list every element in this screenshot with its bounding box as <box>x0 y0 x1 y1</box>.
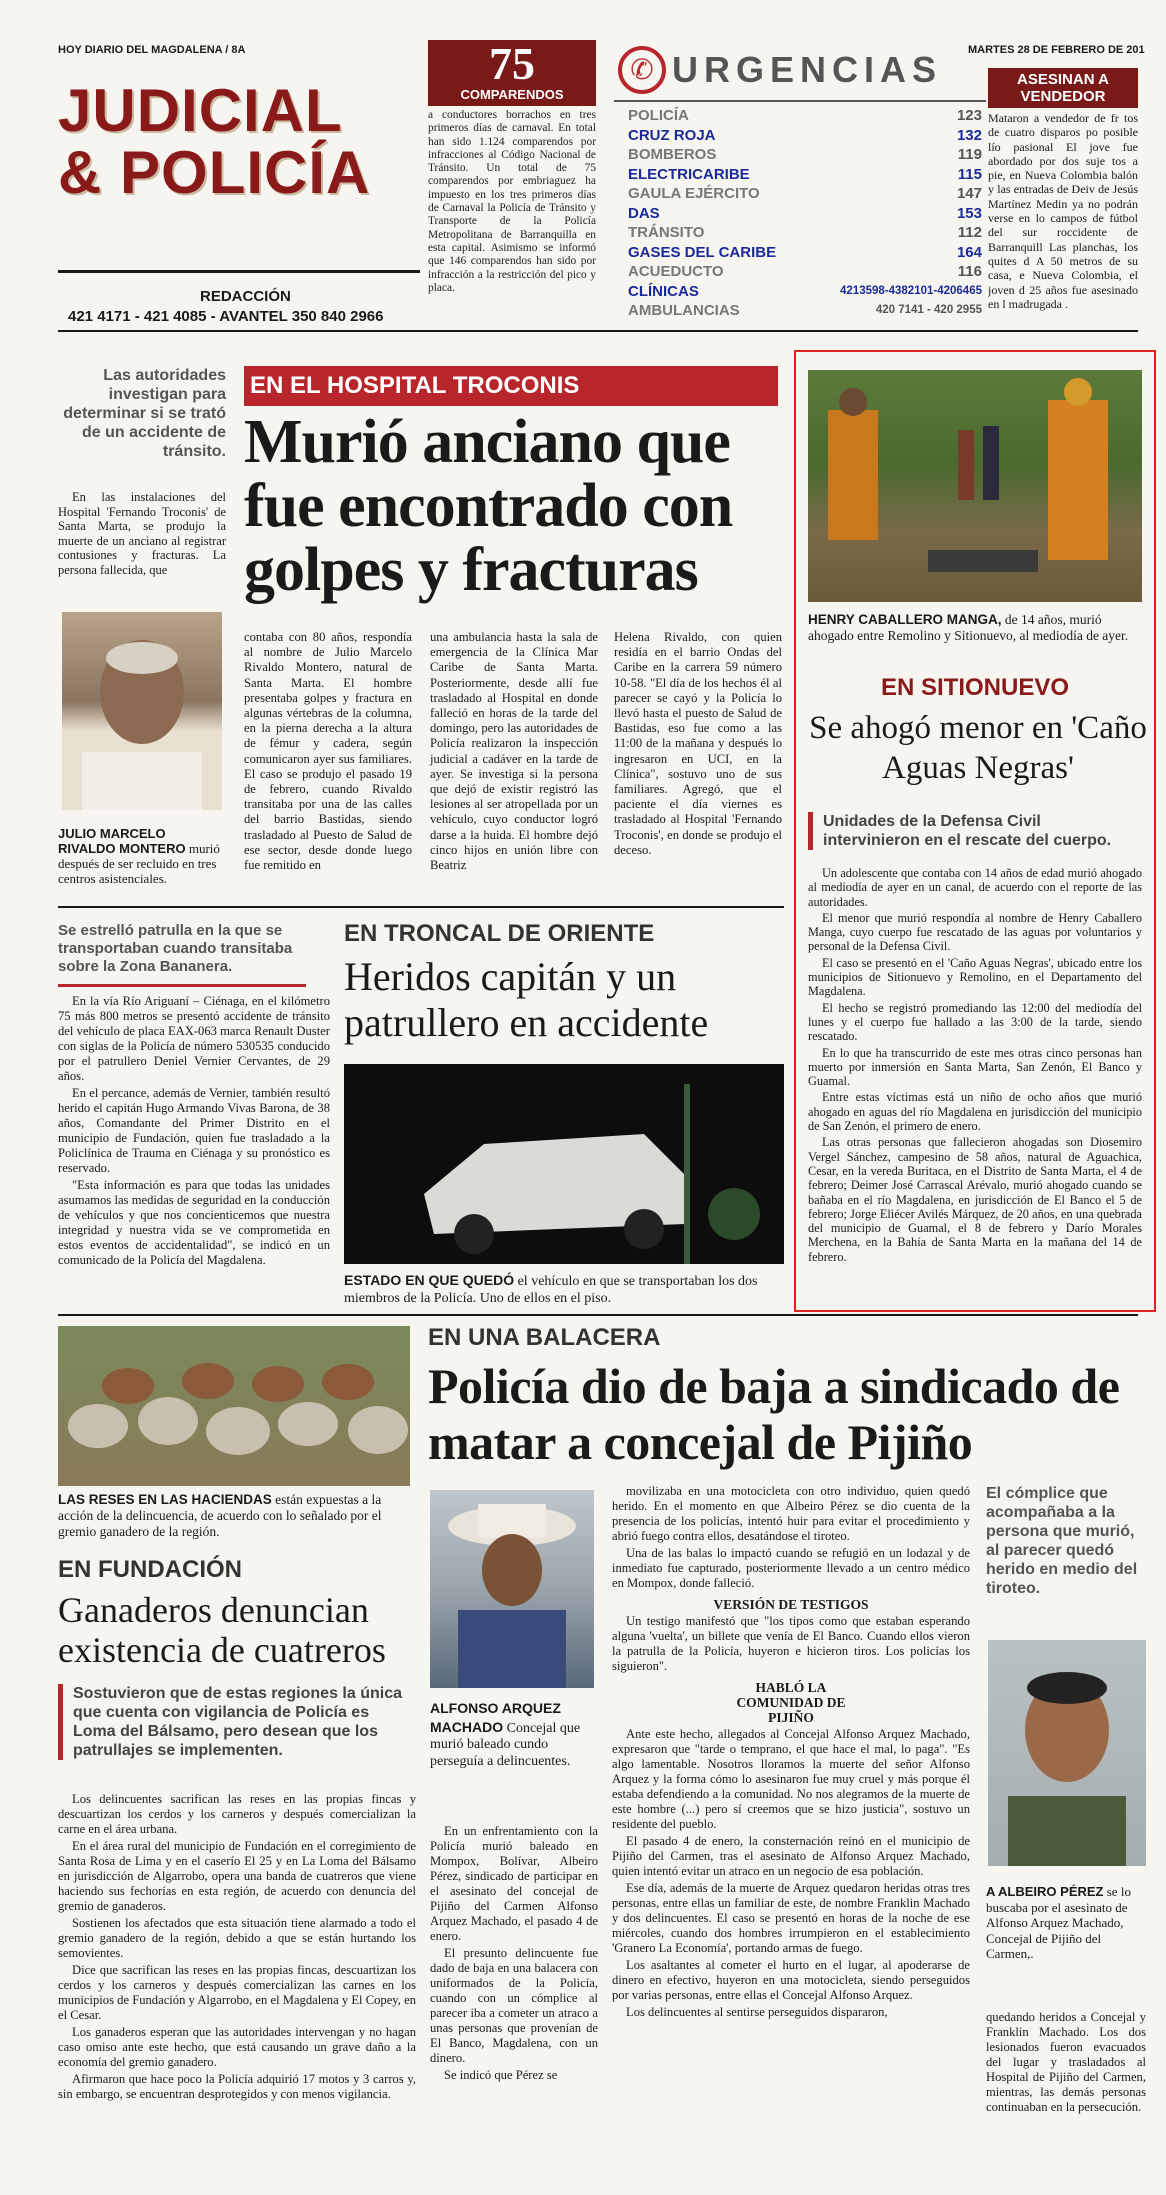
balacera-side-deck: El cómplice que acompañaba a la persona que murió, al parecer quedó herido en medio del tiroteo. <box>986 1485 1138 1597</box>
paragraph: movilizaba en una motocicleta con otro individuo, quien quedó herido. En el momento en que Albeiro Pérez se dio cuenta de la presencia de los policías, intentó huir para evitar el procedimiento y abrió fuego contra ellos, desatándose el tiroteo. <box>612 1484 970 1543</box>
ahogado-photo <box>808 370 1142 602</box>
anciano-col2: una ambulancia hasta la sala de emergencia de la Clínica Mar Caribe de Santa Marta. Posteriormente, desde allí fue trasladado al Hospital en donde falleció en horas de la tarde del domingo, pero las autoridades de Policía realizaron la inspección judicial a cadáver en la tarde de ayer. Se investiga si la persona que dejó de existir registró las lesiones al ser atropellada por un vehículo, cuyo conductor logró darse a la huida. El hombre dejó cinco hijos en unión libre con Beatriz <box>430 630 598 873</box>
balacera-side-caption-name: A ALBEIRO PÉREZ <box>986 1884 1104 1899</box>
paragraph: En el área rural del municipio de Fundación en el corregimiento de Santa Rosa de Lima y en el caserío El 25 y en La Loma del Bálsamo en jurisdicción de Algarrobo, opera una banda de cuatreros que viene haciendo sus fechorías en esta región, de acuerdo con denuncia del gremio de ganaderos. <box>58 1839 416 1913</box>
urgencias-name: BOMBEROS <box>628 146 717 163</box>
paragraph: Las otras personas que fallecieron ahogadas son Diosemiro Vergel Sánchez, campesino de 58 años, natural de Aguachica, Cesar, en la vereda Buritaca, en el Distrito de Santa Marta, el 4 de febrero; Deimer José Carrascal Arévalo, murió ahogado cuando se bañaba en el río Magdalena, en jurisdicción de El Banco el 5 de febrero; Jorge Eliécer Avilés Márquez, de 20 años, en una quebrada del municipio de Guamal, el 8 de febrero y Darío Morales Merchena, en la Bahía de Santa Marta en la mañana del 14 de febrero. <box>808 1135 1142 1264</box>
urgencias-number: 4213598-4382101-4206465 <box>840 284 982 297</box>
paragraph: El pasado 4 de enero, la consternación reinó en el municipio de Pijiño del Carmen, tras el asesinato de Alfonso Arquez Machado, quien intentó evitar un atraco en un negocio de esa población. <box>612 1834 970 1878</box>
urgencias-name: TRÁNSITO <box>628 224 705 241</box>
urgencias-row <box>614 282 986 302</box>
balacera-caption <box>430 1700 598 1770</box>
urgencias-list <box>614 106 986 321</box>
urgencias-title: URGENCIAS <box>672 49 943 90</box>
urgencias-name: DAS <box>628 204 660 222</box>
urgencias-row <box>614 145 986 165</box>
ahogado-deck-text: Unidades de la Defensa Civil intervinieron en el rescate del cuerpo. <box>823 813 1112 849</box>
subhead-testigos: VERSIÓN DE TESTIGOS <box>713 1597 869 1612</box>
paragraph: Los delincuentes al sentirse perseguidos dispararon, <box>626 2005 888 2019</box>
ahogado-caption-name: HENRY CABALLERO MANGA, <box>808 612 1002 627</box>
paragraph: Dice que sacrifican las reses en las propias fincas, descuartizan los cerdos y los carneros y después comercializan las carnes en los municipios de Fundación y Algarrobo, en el Magdalena y El Copey, en el Cesar. <box>58 1963 416 2022</box>
anciano-headline: Murió anciano que fue encontrado con golpes y fracturas <box>244 408 733 604</box>
paragraph: En la vía Río Ariguaní – Ciénaga, en el kilómetro 75 más 800 metros se presentó accidente de tránsito del vehículo de placa EAX-063 marca Renault Duster con siglas de la Policía de número 530535 conducido por el patrullero Deniel Vernier Cervantes, de 29 años. <box>58 994 330 1083</box>
perez-portrait-image <box>988 1640 1146 1866</box>
subhead-comunidad: HABLÓ LA COMUNIDAD DE PIJIÑO <box>736 1680 846 1725</box>
paragraph: En un enfrentamiento con la Policía murió baleado en Mompox, Bolívar, Albeiro Pérez, sindicado de participar en el asesinato del concejal de Pijiño del Carmen Alfonso Arquez Machado, el pasado 4 de enero. <box>430 1824 598 1943</box>
urgencias-name: ELECTRICARIBE <box>628 165 750 183</box>
ahogado-kicker: EN SITIONUEVO <box>880 674 1070 701</box>
ahogado-headline: Se ahogó menor en 'Caño Aguas Negras' <box>809 710 1147 786</box>
paragraph: Un testigo manifestó que "los tipos como que estaban esperando alguna 'vuelta', un billete que venía de El Banco. Cuando ellos vieron la patrulla de la Policía, huyeron e hicieron tiros. Los policías los siguieron". <box>612 1614 970 1673</box>
urgencias-number: 153 <box>956 204 982 222</box>
urgencias-number: 112 <box>957 224 982 241</box>
troncal-caption-text: el vehículo en que se transportaban los dos miembros de la Policía. Uno de ellos en el piso. <box>344 1274 758 1306</box>
ahogado-caption <box>808 612 1142 644</box>
cattle-herd-image <box>58 1326 410 1486</box>
ganaderos-caption <box>58 1492 410 1540</box>
anciano-col3: Helena Rivaldo, con quien residía en el barrio Ondas del Caribe en la carrera 59 número 10-58. "El día de los hechos él al parecer se cayó y la Policía lo llevó hasta el puesto de Salud de Bastidas, eso fue como a las 11:00 de la mañana y después lo ingresaron en UCI, en la Clínica", sostuvo uno de sus familiares. Agregó, que el paciente el día viernes es trasladado al Hospital 'Fernando Troconis', en donde se produjo el deceso. <box>614 630 782 857</box>
ganaderos-deck <box>58 1684 416 1760</box>
balacera-col1 <box>430 1824 598 2085</box>
urgencias-row <box>614 184 986 204</box>
phone-icon: ✆ <box>618 46 666 94</box>
anciano-caption-text: murió después de ser recluido en tres centros asistenciales. <box>58 841 220 886</box>
urgencias-row <box>614 106 986 126</box>
paragraph: El caso se presentó en el 'Caño Aguas Negras', ubicado entre los municipios de Sitionuevo y Remolino, en el Departamento del Magdalena. <box>808 955 1142 999</box>
urgencias-number: 115 <box>957 165 982 183</box>
urgencias-name: GAULA EJÉRCITO <box>628 185 760 202</box>
balacera-caption-name: ALFONSO ARQUEZ MACHADO <box>430 1700 561 1735</box>
paragraph: El hecho se registró promediando las 12:00 del mediodía del lunes y el cuerpo fue hallado a las 3:00 de la tarde, siendo rescatado. <box>808 1000 1142 1044</box>
balacera-side-photo <box>988 1640 1146 1866</box>
asesinan-title: ASESINAN A VENDEDOR <box>988 68 1138 108</box>
urgencias-name: ACUEDUCTO <box>628 263 724 280</box>
anciano-col1: contaba con 80 años, respondía al nombre de Julio Marcelo Rivaldo Montero, natural de Santa Marta. El hombre presentaba golpes y fractura en algunas vértebras de la columna, en la pierna derecha a la altura de fémur y cadera, según comunicaron ayer sus familiares. El caso se produjo el pasado 19 de febrero, cuando Rivaldo transitaba por una de las calles del barrio Bastidas, siendo trasladado al Puesto de Salud de ese sector, desde donde luego fue remitido en <box>244 630 412 873</box>
anciano-caption-name: JULIO MARCELO RIVALDO MONTERO <box>58 826 186 856</box>
anciano-photo <box>62 612 222 810</box>
page-folio: HOY DIARIO DEL MAGDALENA / 8A <box>58 44 246 56</box>
troncal-crash-image <box>344 1064 784 1264</box>
urgencias-number: 116 <box>957 263 982 280</box>
paragraph: El menor que murió respondía al nombre de Henry Caballero Manga, cuyo cuerpo fue rescatado de las aguas por voluntarios y personal de la Defensa Civil. <box>808 910 1142 954</box>
balacera-side-caption <box>986 1884 1146 1962</box>
ganaderos-photo <box>58 1326 410 1486</box>
paragraph: Ese día, además de la muerte de Arquez quedaron heridas otras tres personas, entre ellas un familiar de este, de nombre Franklin Machado y dos delincuentes. El caso se presentó en horas de la noche de ese miércoles, cuando dos hombres irrumpieron en el establecimiento 'Granero La Economía', portando armas de fuego. <box>612 1881 970 1955</box>
paragraph: Entre estas víctimas está un niño de ocho años que murió ahogado en aguas del río Magdalena en jurisdicción del municipio de San Zenón, el primero de enero. <box>808 1090 1142 1134</box>
ahogado-caption-text: de 14 años, murió ahogado entre Remolino y Sitionuevo, al mediodía de ayer. <box>808 612 1129 643</box>
ahogado-deck <box>808 812 1142 850</box>
urgencias-name: AMBULANCIAS <box>628 302 740 319</box>
comparendos-text: a conductores borrachos en tres primeros días de carnaval. En total han sido 1.124 comparendos por infracciones al Código Nacional de Tránsito. Un total de 75 comparendos por embriaguez ha impuesto en los tres primeros días de Carnaval la Policía de Tránsito y Transporte de la Policía Metropolitana de Barranquilla en esta capital. Asimismo se informó que 146 comparendos han sido por infracción a la restricción del pico y placa. <box>428 109 596 294</box>
anciano-lead-col: En las instalaciones del Hospital 'Fernando Troconis' de Santa Marta, se produjo la muerte de un anciano al registrar contusiones y fracturas. La persona fallecida, que <box>58 490 226 577</box>
balacera-caption-text: Concejal que murió baleado cundo perseguía a delincuentes. <box>430 1720 581 1769</box>
paragraph: Una de las balas lo impactó cuando se refugió en un lodazal y de inmediato fue capturado, posteriormente llevado a un centro médico en Mompox, donde falleció. <box>612 1546 970 1590</box>
paragraph: El presunto delincuente fue dado de baja en una balacera con uniformados de la Policía, cuando con un cómplice al parecer iba a cometer un atraco a unas personas que provenían de El Banco, Magdalena, con un dinero. <box>430 1946 598 2065</box>
urgencias-name: CRUZ ROJA <box>628 126 716 144</box>
urgencias-row <box>614 204 986 224</box>
urgencias-number: 420 7141 - 420 2955 <box>875 304 982 316</box>
urgencias-row <box>614 243 986 263</box>
ganaderos-kicker: EN FUNDACIÓN <box>58 1556 242 1583</box>
ahogado-body <box>808 866 1142 1266</box>
balacera-col2 <box>612 1484 970 2022</box>
asesinan-text: Mataron a vendedor de fr tos de cuatro disparos po posible lío pasional El jove fue abordado por dos suje tos a pie, en Nueva Colombia balón y las entradas de Deiv de Jesús Martínez Medin ya no podrán verse en lo campos de fútbol del sur roccidente de Barranquill Las planchas, los quites d A 50 metros de su casa, e Nueva Colombia, el joven d 25 años fue asesinado en l madrugada . <box>988 111 1138 311</box>
ganaderos-deck-text: Sostuvieron que de estas regiones la única que cuenta con vigilancia de Policía es Loma del Bálsamo, pero desean que los patrullajes se implementen. <box>73 1685 402 1759</box>
paragraph: Ante este hecho, allegados al Concejal Alfonso Arquez Machado, expresaron que "tarde o temprano, el que hace el mal, lo paga". "Es algo lamentable. Nosotros lloramos la muerte del señor Alfonso Arquez y la forma cómo lo asesinaron fue muy cruel y más porque él estaba defendiendo a la comunidad. No nos alegramos de la muerte de este hombre (...) pero sí creemos que se hizo justicia", sostuvo un residente del pueblo. <box>612 1727 970 1831</box>
section-title <box>58 77 418 206</box>
troncal-headline: Heridos capitán y un patrullero en accidente <box>344 954 709 1045</box>
comparendos-number: 75 <box>489 38 535 89</box>
urgencias-number: 123 <box>956 107 982 124</box>
urgencias-number: 147 <box>956 185 982 202</box>
ganaderos-body <box>58 1792 416 2104</box>
section-title-line1: JUDICIAL <box>58 77 343 144</box>
balacera-headline: Policía dio de baja a sindicado de matar a concejal de Pijiño <box>428 1358 1120 1470</box>
paragraph: Afirmaron que hace poco la Policía adquirió 17 motos y 3 carros y, sin embargo, se encuentran desprotegidos y con menos vigilancia. <box>58 2072 416 2101</box>
troncal-caption-bold: ESTADO EN QUE QUEDÓ <box>344 1272 515 1288</box>
troncal-caption <box>344 1272 784 1307</box>
balacera-kicker: EN UNA BALACERA <box>428 1324 661 1351</box>
urgencias-number: 119 <box>957 146 982 163</box>
anciano-deck: Las autoridades investigan para determinar si se trató de un accidente de tránsito. <box>63 367 226 460</box>
arquez-portrait-image <box>430 1490 594 1688</box>
redaccion-phones: 421 4171 - 421 4085 - AVANTEL 350 840 2966 <box>68 308 384 325</box>
ahogado-rescue-image <box>808 370 1142 602</box>
anciano-caption <box>58 826 226 886</box>
redaccion-label: REDACCIÓN <box>200 288 291 305</box>
troncal-body <box>58 994 330 1270</box>
paragraph: Sostienen los afectados que esta situación tiene alarmado a todo el gremio ganadero de la región, debido a que se están hurtando los semovientes. <box>58 1916 416 1960</box>
comparendos-label: COMPARENDOS <box>460 87 564 102</box>
paragraph: Los asaltantes al cometer el hurto en el lugar, al apoderarse de dinero en efectivo, huyeron en una motocicleta, siendo perseguidos por varias personas, entre ellas el Concejal Alfonso Arquez. <box>612 1958 970 2002</box>
urgencias-name: POLICÍA <box>628 107 689 124</box>
balacera-photo <box>430 1490 594 1688</box>
urgencias-header <box>614 40 986 102</box>
anciano-portrait-image <box>62 612 222 810</box>
ganaderos-caption-text: están expuestas a la acción de la delincuencia, de acuerdo con lo señalado por el gremio ganadero de la región. <box>58 1492 382 1539</box>
troncal-photo <box>344 1064 784 1264</box>
asesinan-box <box>988 68 1138 330</box>
ganaderos-caption-bold: LAS RESES EN LAS HACIENDAS <box>58 1492 272 1507</box>
comparendos-box <box>428 40 596 330</box>
troncal-kicker: EN TRONCAL DE ORIENTE <box>344 920 655 947</box>
urgencias-number: 132 <box>956 126 982 144</box>
paragraph: Los delincuentes sacrifican las reses en las propias fincas y descuartizan los cerdos y los carneros y después comercializan la carne en el área urbana. <box>58 1792 416 1836</box>
paragraph: Se indicó que Pérez se <box>444 2068 558 2082</box>
urgencias-row <box>614 126 986 146</box>
urgencias-name: GASES DEL CARIBE <box>628 243 777 261</box>
urgencias-name: CLÍNICAS <box>628 282 699 300</box>
comparendos-badge <box>428 40 596 106</box>
urgencias-row <box>614 165 986 185</box>
urgencias-row <box>614 301 986 321</box>
urgencias-box <box>614 40 986 330</box>
paragraph: Un adolescente que contaba con 14 años de edad murió ahogado al mediodía de ayer en un canal, de acuerdo con el reporte de las autoridades. <box>808 866 1142 909</box>
urgencias-row <box>614 223 986 243</box>
paragraph: En el percance, además de Vernier, también resultó herido el capitán Hugo Armando Vivas Barona, de 38 años, Comandante del Primer Distrito en el municipio de Fundación, quien fue trasladado a la Policlínica de Trauma en Ciénaga y su pronóstico es reservado. <box>58 1086 330 1175</box>
page-date: MARTES 28 DE FEBRERO DE 201 <box>968 44 1145 56</box>
paragraph: "Esta información es para que todas las unidades asumamos las medidas de seguridad en la conducción de vehículos y que nos concienticemos que nuestra integridad y nuestra vida se ve comprometida en estos eventos de accidentalidad", se indicó en un comunicado de la Policía del Magdalena. <box>58 1178 330 1267</box>
urgencias-row <box>614 262 986 282</box>
balacera-side-text: quedando heridos a Concejal y Franklin Machado. Los dos lesionados fueron evacuados del lugar y trasladados al Hospital de Pijiño del Carmen, mientras, las demás personas continuaban en la persecución. <box>986 2010 1146 2114</box>
section-title-line2: & POLICÍA <box>58 139 371 206</box>
balacera-side-caption-text: se lo buscaba por el asesinato de Alfonso Arquez Machado, Concejal de Pijiño del Carmen,. <box>986 1884 1131 1961</box>
paragraph: En lo que ha transcurrido de este mes otras cinco personas han muerto por inmersión en Santa Marta, San Zenón, El Banco y Guamal. <box>808 1045 1142 1089</box>
paragraph: Los ganaderos esperan que las autoridades intervengan y no hagan caso omiso ante este hecho, que está causando un grave daño a la economía del gremio ganadero. <box>58 2025 416 2069</box>
urgencias-number: 164 <box>956 243 982 261</box>
troncal-deck: Se estrelló patrulla en la que se transportaban cuando transitaba sobre la Zona Bananera. <box>58 922 293 975</box>
anciano-kicker: EN EL HOSPITAL TROCONIS <box>244 366 778 406</box>
ganaderos-headline: Ganaderos denuncian existencia de cuatreros <box>58 1590 386 1670</box>
